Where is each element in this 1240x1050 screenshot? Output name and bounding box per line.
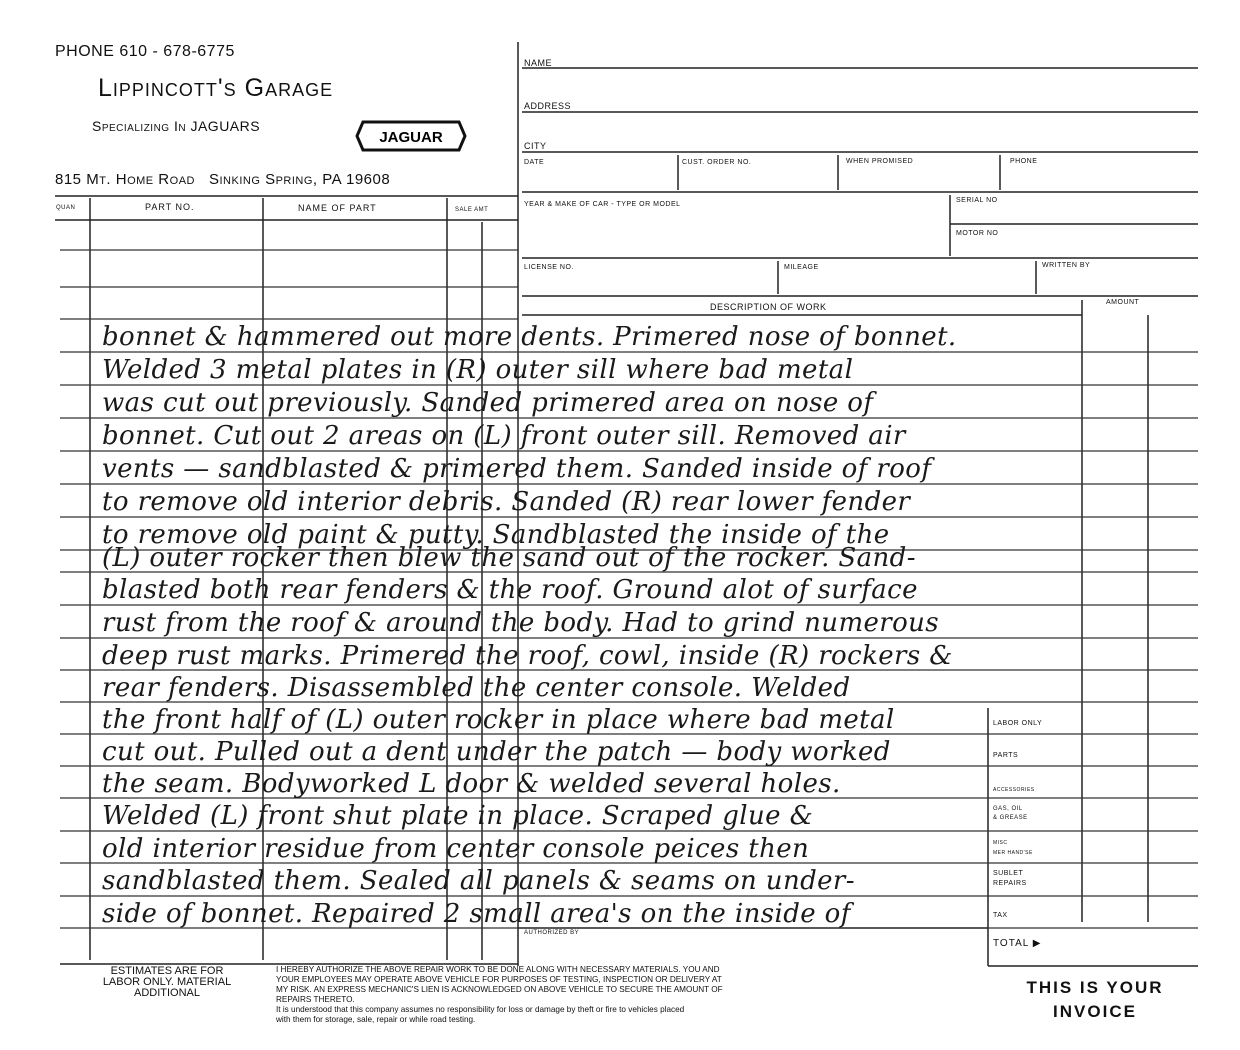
field-city-label: CITY bbox=[524, 141, 547, 151]
accessories-label: ACCESSORIES bbox=[993, 787, 1035, 793]
invoice-line: THIS IS YOUR bbox=[1026, 978, 1164, 997]
field-year-make-label: YEAR & MAKE OF CAR - TYPE OR MODEL bbox=[524, 201, 681, 208]
street: 815 Mt. Home Road bbox=[55, 171, 195, 188]
parts-label: PARTS bbox=[993, 752, 1019, 759]
authorized-by-label: AUTHORIZED BY bbox=[524, 930, 580, 936]
liability-line: It is understood that this company assumes no responsibility for loss or damage by theft or fire to vehicles placed bbox=[276, 1005, 685, 1014]
estimates-line: ESTIMATES ARE FOR bbox=[110, 965, 224, 977]
auth-line: MY RISK. AN EXPRESS MECHANIC'S LIEN IS ACKNOWLEDGED ON ABOVE VEHICLE TO SECURE THE AMOUNT OF bbox=[276, 985, 723, 994]
work-line: old interior residue from center console peices then bbox=[102, 834, 810, 864]
auth-line: I HEREBY AUTHORIZE THE ABOVE REPAIR WORK TO BE DONE ALONG WITH NECESSARY MATERIALS. YOU AND bbox=[276, 965, 720, 974]
work-line: bonnet. Cut out 2 areas on (L) front outer sill. Removed air bbox=[102, 421, 906, 451]
svg-text:JAGUAR: JAGUAR bbox=[379, 129, 443, 146]
work-line: Welded 3 metal plates in (R) outer sill where bad metal bbox=[102, 355, 854, 385]
invoice-notice bbox=[1005, 978, 1185, 1022]
total-label: TOTAL ▶ bbox=[993, 938, 1042, 949]
city-state-zip: Sinking Spring, PA 19608 bbox=[209, 171, 391, 188]
estimates-notice bbox=[72, 966, 262, 999]
work-line: to remove old interior debris. Sanded (R) rear lower fender bbox=[102, 487, 911, 517]
work-line: blasted both rear fenders & the roof. Ground alot of surface bbox=[102, 575, 918, 605]
liability-line: with them for storage, sale, repair or while road testing. bbox=[276, 1015, 476, 1024]
field-written-by-label: WRITTEN BY bbox=[1042, 262, 1091, 269]
invoice-line: INVOICE bbox=[1053, 1002, 1137, 1021]
estimates-line: ADDITIONAL bbox=[133, 987, 200, 999]
misc-label: MISC bbox=[993, 840, 1008, 846]
shop-phone: PHONE 610 - 678-6775 bbox=[55, 43, 235, 60]
work-line: rear fenders. Disassembled the center console. Welded bbox=[102, 673, 851, 703]
auth-line: YOUR EMPLOYEES MAY OPERATE ABOVE VEHICLE FOR PURPOSES OF TESTING, INSPECTION OR DELIVERY AT bbox=[276, 975, 722, 984]
work-line: Welded (L) front shut plate in place. Scraped glue & bbox=[102, 801, 814, 831]
work-line: deep rust marks. Primered the roof, cowl, inside (R) rockers & bbox=[102, 641, 953, 671]
field-when-promised-label: WHEN PROMISED bbox=[846, 158, 914, 165]
field-date-label: DATE bbox=[524, 159, 545, 166]
repairs-label: REPAIRS bbox=[993, 880, 1027, 887]
field-license-label: LICENSE NO. bbox=[524, 264, 574, 271]
field-address-label: ADDRESS bbox=[524, 101, 572, 111]
work-line: rust from the roof & around the body. Had to grind numerous bbox=[102, 608, 940, 638]
field-mileage-label: MILEAGE bbox=[784, 264, 819, 271]
estimates-line: LABOR ONLY. MATERIAL bbox=[102, 976, 232, 988]
tax-label: TAX bbox=[993, 912, 1008, 919]
gas-oil-label: GAS, OIL bbox=[993, 806, 1023, 812]
description-header: DESCRIPTION OF WORK bbox=[710, 302, 827, 312]
sublet-label: SUBLET bbox=[993, 870, 1024, 877]
work-line: side of bonnet. Repaired 2 small area's on the inside of bbox=[102, 899, 851, 929]
amount-header: AMOUNT bbox=[1106, 299, 1140, 306]
work-line: the seam. Bodyworked L door & welded several holes. bbox=[102, 769, 841, 799]
business-name: Lippincott's Garage bbox=[98, 74, 334, 102]
labor-only-label: LABOR ONLY bbox=[993, 720, 1043, 727]
work-line: the front half of (L) outer rocker in place where bad metal bbox=[102, 705, 895, 735]
col-name-of-part: NAME OF PART bbox=[298, 203, 377, 213]
jaguar-logo bbox=[355, 120, 467, 152]
specialty-line: Specializing In JAGUARS bbox=[92, 118, 261, 134]
work-line: vents — sandblasted & primered them. Sanded inside of roof bbox=[102, 454, 932, 484]
work-line: sandblasted them. Sealed all panels & seams on under- bbox=[102, 866, 855, 896]
field-serial-label: SERIAL NO bbox=[956, 197, 998, 204]
merchandise-label: MER HAND'SE bbox=[993, 850, 1033, 856]
field-cust-order-label: CUST. ORDER NO. bbox=[682, 159, 752, 166]
field-phone-label: PHONE bbox=[1010, 158, 1038, 165]
street-address bbox=[55, 171, 390, 188]
work-line: bonnet & hammered out more dents. Primered nose of bonnet. bbox=[102, 322, 957, 352]
grease-label: & GREASE bbox=[993, 815, 1028, 821]
auth-line: REPAIRS THERETO. bbox=[276, 995, 355, 1004]
col-part-no: PART NO. bbox=[145, 202, 195, 212]
work-line: to remove old paint & putty. Sandblasted the inside of the bbox=[102, 520, 890, 550]
authorization-text bbox=[276, 965, 986, 1025]
work-line: cut out. Pulled out a dent under the patch — body worked bbox=[102, 737, 891, 767]
col-sale-amt: SALE AMT bbox=[455, 207, 489, 213]
field-motor-label: MOTOR NO bbox=[956, 230, 999, 237]
field-name-label: NAME bbox=[524, 58, 553, 68]
col-quan: QUAN bbox=[56, 205, 76, 211]
work-line: (L) outer rocker then blew the sand out of the rocker. Sand- bbox=[102, 543, 916, 573]
work-line: was cut out previously. Sanded primered area on nose of bbox=[102, 388, 874, 418]
